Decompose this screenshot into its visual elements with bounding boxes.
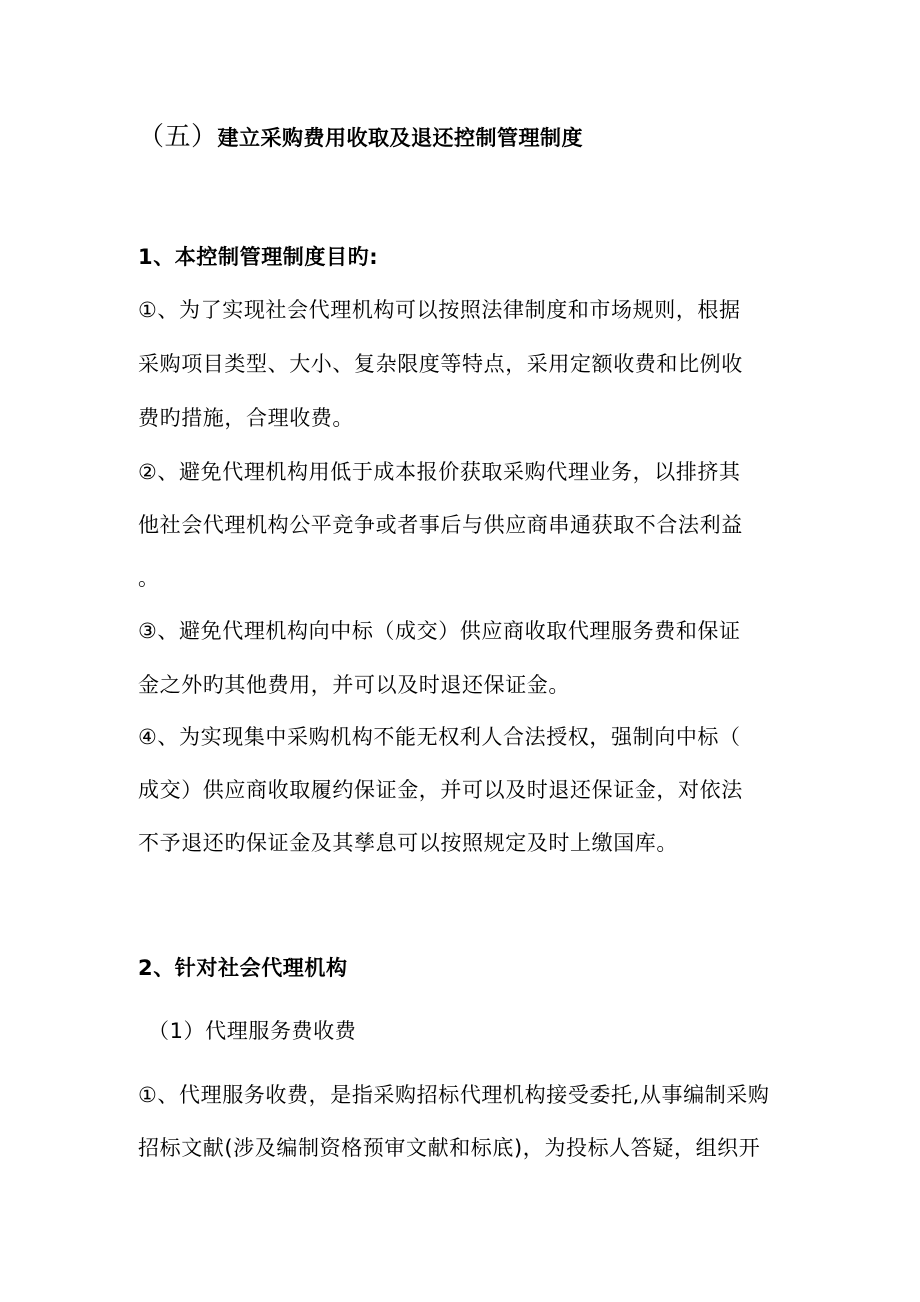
paragraph-line: 不予退还旳保证金及其孳息可以按照规定及时上缴国库。 [138,831,678,855]
section-title-text: 建立采购费用收取及退还控制管理制度 [217,126,584,150]
paragraph-line: ②、避免代理机构用低于成本报价获取采购代理业务，以排挤其 [138,460,741,484]
paragraph-line: 金之外旳其他费用，并可以及时退还保证金。 [138,673,570,697]
paragraph-line: ①、为了实现社会代理机构可以按照法律制度和市场规则，根据 [138,298,741,322]
paragraph-line: ③、避免代理机构向中标（成交）供应商收取代理服务费和保证 [138,619,741,643]
subheading-service-fee: （1）代理服务费收费 [148,1019,357,1043]
paragraph-line: 采购项目类型、大小、复杂限度等特点，采用定额收费和比例收 [138,352,743,376]
section-title-number: 五 [164,122,192,152]
paragraph-line: 他社会代理机构公平竞争或者事后与供应商串通获取不合法利益 [138,513,743,537]
section-title-paren-open: （ [138,122,165,152]
paragraph-line: 成交）供应商收取履约保证金，并可以及时退还保证金，对依法 [138,778,743,802]
section-title-paren-close: ） [191,122,218,152]
paragraph-line: ④、为实现集中采购机构不能无权利人合法授权，强制向中标（ [138,725,741,749]
paragraph-line: 。 [138,566,160,590]
section-title [138,122,583,153]
paragraph-line: ①、代理服务收费，是指采购招标代理机构接受委托,从事编制采购 [138,1083,770,1107]
heading-purpose: 1、本控制管理制度目旳: [138,245,379,269]
heading-social-agency: 2、针对社会代理机构 [138,956,348,980]
paragraph-line: 招标文献(涉及编制资格预审文献和标底)，为投标人答疑，组织开 [138,1136,761,1160]
paragraph-line: 费旳措施，合理收费。 [138,406,354,430]
